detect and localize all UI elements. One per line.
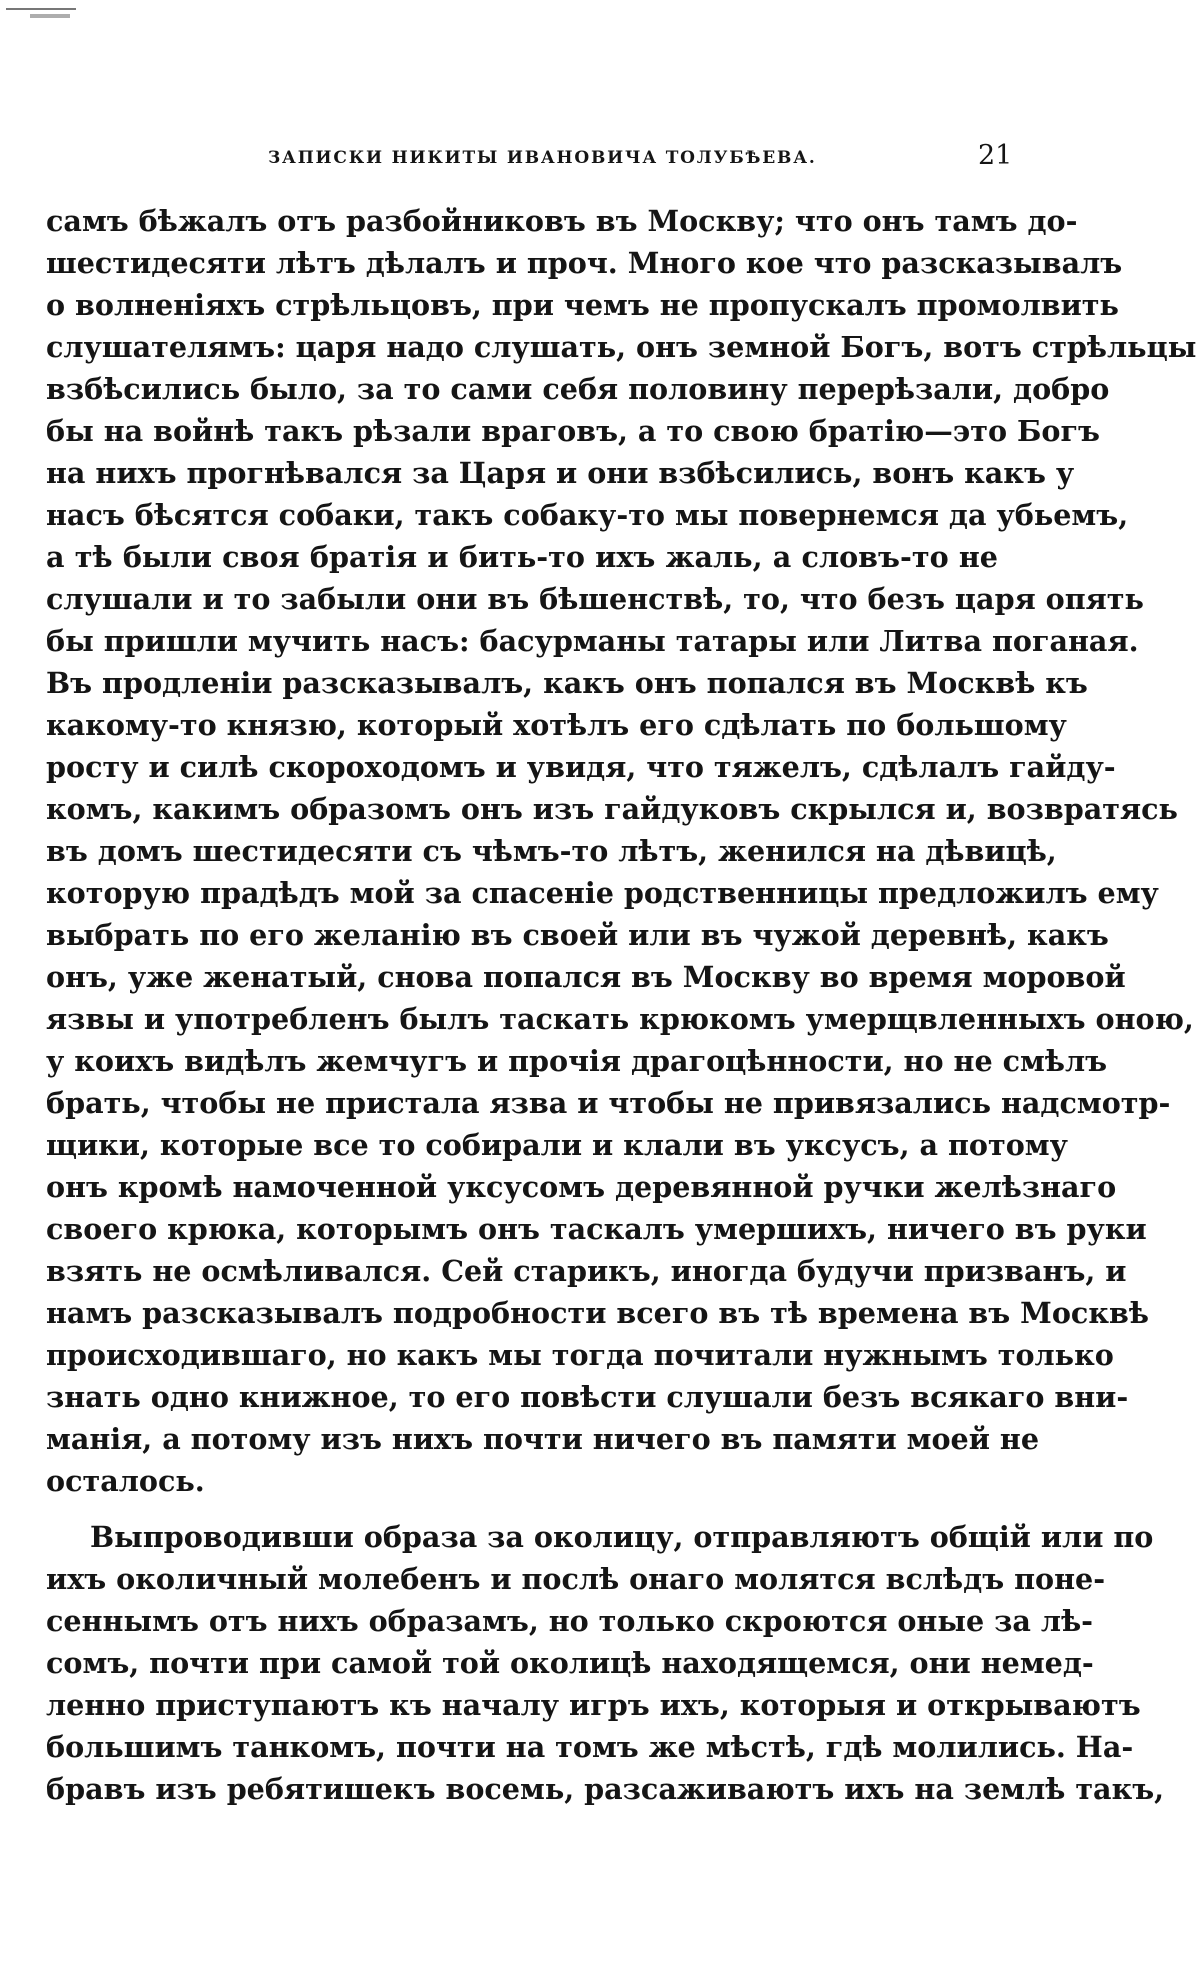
- page-number: 21: [978, 140, 1013, 171]
- print-speck: [30, 14, 70, 18]
- text-line: взять не осмѣливался. Сей старикъ, иногда будучи призванъ, и: [46, 1254, 1127, 1288]
- text-line: намъ разсказывалъ подробности всего въ тѣ времена въ Москвѣ: [46, 1296, 1149, 1330]
- text-line: манія, а потому изъ нихъ почти ничего въ памяти моей не: [46, 1422, 1040, 1456]
- text-line: онъ кромѣ намоченной уксусомъ деревянной ручки желѣзнаго: [46, 1170, 1117, 1204]
- text-line: самъ бѣжалъ отъ разбойниковъ въ Москву; что онъ тамъ до-: [46, 204, 1078, 238]
- text-line: своего крюка, которымъ онъ таскалъ умершихъ, ничего въ руки: [46, 1212, 1147, 1246]
- text-line: знать одно книжное, то его повѣсти слушали безъ всякаго вни-: [46, 1380, 1129, 1414]
- text-line: шестидесяти лѣтъ дѣлалъ и проч. Много кое что разсказывалъ: [46, 246, 1123, 280]
- text-line: слушателямъ: царя надо слушать, онъ земной Богъ, вотъ стрѣльцы: [46, 330, 1196, 364]
- text-line: бравъ изъ ребятишекъ восемь, разсаживаютъ ихъ на землѣ такъ,: [46, 1772, 1165, 1806]
- text-line: о волненіяхъ стрѣльцовъ, при чемъ не пропускалъ промолвить: [46, 288, 1119, 322]
- text-line: ленно приступаютъ къ началу игръ ихъ, которыя и открываютъ: [46, 1688, 1141, 1722]
- text-line: у коихъ видѣлъ жемчугъ и прочія драгоцѣнности, но не смѣлъ: [46, 1044, 1108, 1078]
- paragraph-1: [46, 200, 1196, 1502]
- text-line: какому-то князю, который хотѣлъ его сдѣлать по большому: [46, 708, 1067, 742]
- text-line: въ домъ шестидесяти съ чѣмъ-то лѣтъ, женился на дѣвицѣ,: [46, 834, 1057, 868]
- text-line: Выпроводивши образа за околицу, отправляютъ общій или по: [90, 1520, 1154, 1554]
- text-line: на нихъ прогнѣвался за Царя и они взбѣсились, вонъ какъ у: [46, 456, 1075, 490]
- running-title: ЗАПИСКИ НИКИТЫ ИВАНОВИЧА ТОЛУБѢЕВА.: [268, 148, 817, 168]
- text-line: брать, чтобы не пристала язва и чтобы не привязались надсмотр-: [46, 1086, 1171, 1120]
- text-line: осталось.: [46, 1464, 205, 1498]
- text-line: происходившаго, но какъ мы тогда почитали нужнымъ только: [46, 1338, 1114, 1372]
- text-line: а тѣ были своя братія и бить-то ихъ жаль, а словъ-то не: [46, 540, 998, 574]
- text-line: сомъ, почти при самой той околицѣ находящемся, они немед-: [46, 1646, 1094, 1680]
- text-line: выбрать по его желанію въ своей или въ чужой деревнѣ, какъ: [46, 918, 1109, 952]
- paragraph-gap: [46, 1502, 998, 1516]
- text-line: комъ, какимъ образомъ онъ изъ гайдуковъ скрылся и, возвратясь: [46, 792, 1178, 826]
- text-line: бы на войнѣ такъ рѣзали враговъ, а то свою братію—это Богъ: [46, 414, 1100, 448]
- text-line: росту и силѣ скороходомъ и увидя, что тяжелъ, сдѣлалъ гайду-: [46, 750, 1116, 784]
- print-speck: [6, 8, 76, 10]
- paragraph-2: [46, 1516, 1165, 1810]
- text-line: большимъ танкомъ, почти на томъ же мѣстѣ, гдѣ молились. На-: [46, 1730, 1134, 1764]
- text-line: Въ продленіи разсказывалъ, какъ онъ попался въ Москвѣ къ: [46, 666, 1088, 700]
- text-line: насъ бѣсятся собаки, такъ собаку-то мы повернемся да убьемъ,: [46, 498, 1129, 532]
- text-line: щики, которые все то собирали и клали въ уксусъ, а потому: [46, 1128, 1068, 1162]
- text-line: слушали и то забыли они въ бѣшенствѣ, то, что безъ царя опять: [46, 582, 1144, 616]
- text-line: сеннымъ отъ нихъ образамъ, но только скроются оные за лѣ-: [46, 1604, 1094, 1638]
- text-line: онъ, уже женатый, снова попался въ Москву во время моровой: [46, 960, 1126, 994]
- text-line: ихъ околичный молебенъ и послѣ онаго молятся вслѣдъ поне-: [46, 1562, 1106, 1596]
- text-line: бы пришли мучить насъ: басурманы татары или Литва поганая.: [46, 624, 1139, 658]
- body-text: [46, 200, 1196, 1810]
- text-line: язвы и употребленъ былъ таскать крюкомъ умерщвленныхъ оною,: [46, 1002, 1194, 1036]
- text-line: которую прадѣдъ мой за спасеніе родственницы предложилъ ему: [46, 876, 1159, 910]
- text-line: взбѣсились было, за то сами себя половину перерѣзали, добро: [46, 372, 1110, 406]
